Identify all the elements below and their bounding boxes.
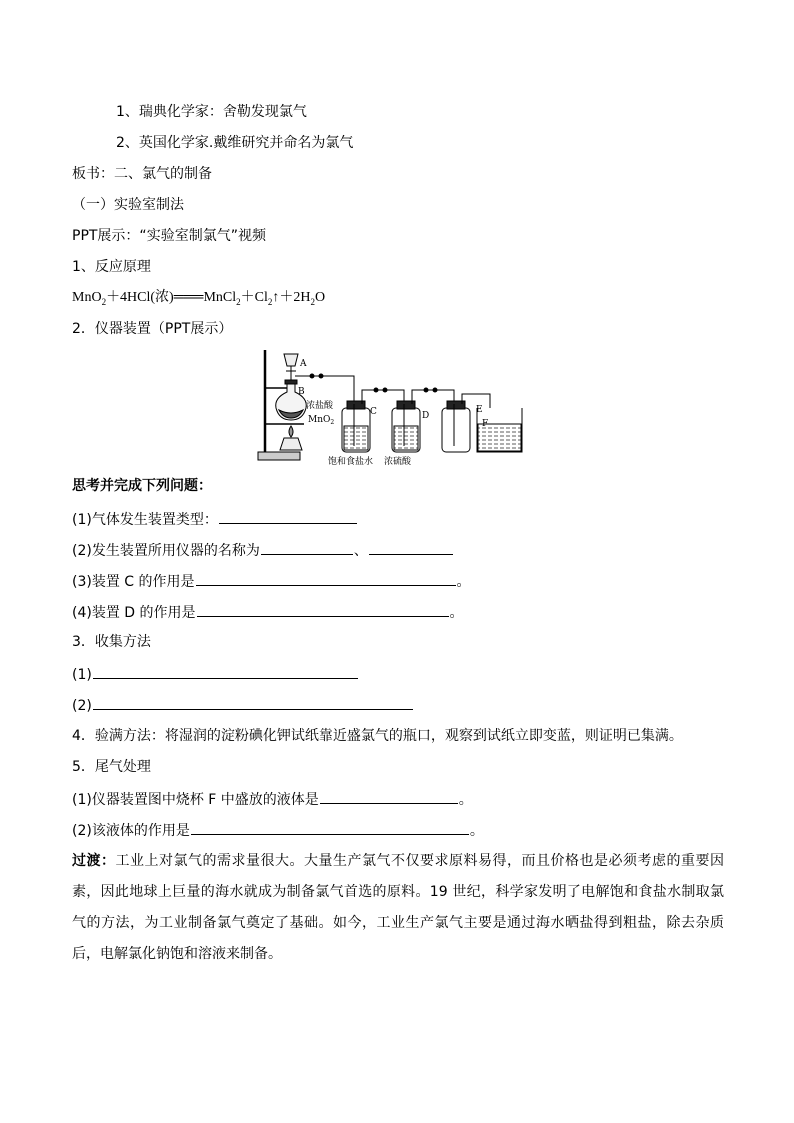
think-heading: 思考并完成下列问题： <box>72 478 212 494</box>
answer-blank-7[interactable] <box>320 788 458 804</box>
history-item-1: 1、瑞典化学家：舍勒发现氯气 <box>116 104 307 120</box>
transition-text: 工业上对氯气的需求量很大。大量生产氯气不仅要求原料易得，而且价格也是必须考虑的重要因素，因此地球上巨量的海水就成为制备氯气首选的原料。19 世纪，科学家发明了电解饱和食盐水制取氯气的方法，为工业制备氯气奠定了基础。如今，工业生产氯气主要是通过海水晒盐得到粗盐，除去杂质后，电解氯化钠饱和溶液来制备。 <box>72 853 724 962</box>
answer-blank-3[interactable] <box>196 570 456 586</box>
section-lab-method: （一）实验室制法 <box>72 197 184 213</box>
collection-heading: 3．收集方法 <box>72 634 151 650</box>
label-brine: 饱和食盐水 <box>328 457 374 466</box>
test-full-method: 4．验满方法：将湿润的淀粉碘化钾试纸靠近盛氯气的瓶口，观察到试纸立即变蓝，则证明已集满。 <box>72 728 683 744</box>
label-hcl: 浓盐酸 <box>306 401 334 411</box>
question-2: (2)发生装置所用仪器的名称为 、 <box>72 539 454 561</box>
label-e: E <box>476 405 483 415</box>
answer-blank-5[interactable] <box>93 663 358 679</box>
reaction-equation: MnO$_2$＋4HCl(浓)$═══MnCl_2+Cl_2↑+2H_2O$ <box>72 290 326 307</box>
apparatus-diagram <box>254 346 532 466</box>
answer-blank-1[interactable] <box>219 508 357 524</box>
ppt-video-note: PPT展示：“实验室制氯气”视频 <box>72 228 266 244</box>
label-c: C <box>370 407 377 417</box>
question-1: (1)气体发生装置类型： <box>72 508 358 530</box>
transition-label: 过渡： <box>72 853 116 869</box>
label-f: F <box>482 419 489 429</box>
label-b: B <box>298 387 305 397</box>
label-a: A <box>300 359 307 369</box>
collection-answer-1: (1) <box>72 663 359 685</box>
question-3: (3)装置 C 的作用是 。 <box>72 570 471 592</box>
answer-blank-8[interactable] <box>191 819 469 835</box>
answer-blank-6[interactable] <box>93 694 413 710</box>
collection-answer-2: (2) <box>72 694 414 716</box>
tail-gas-heading: 5．尾气处理 <box>72 759 151 775</box>
question-4: (4)装置 D 的作用是 。 <box>72 601 464 623</box>
label-mno2: MnO$_2$ <box>308 415 335 426</box>
collection-bottle-e <box>442 408 470 452</box>
blackboard-heading: 板书：二、氯气的制备 <box>72 166 212 182</box>
stand-base <box>258 452 300 460</box>
answer-blank-4[interactable] <box>197 601 449 617</box>
transition-paragraph <box>72 846 724 970</box>
tail-gas-question-1: (1)仪器装置图中烧杯 F 中盛放的液体是 。 <box>72 788 473 810</box>
apparatus-heading: 2．仪器装置（PPT展示） <box>72 321 233 337</box>
reaction-heading: 1、反应原理 <box>72 259 151 275</box>
alcohol-lamp <box>280 438 302 450</box>
answer-blank-2b[interactable] <box>369 539 453 555</box>
history-item-2: 2、英国化学家.戴维研究并命名为氯气 <box>116 135 354 151</box>
label-h2so4: 浓硫酸 <box>384 457 412 466</box>
label-d: D <box>422 411 430 421</box>
tail-gas-question-2: (2)该液体的作用是 。 <box>72 819 484 841</box>
separatory-funnel <box>284 354 298 366</box>
answer-blank-2a[interactable] <box>261 539 353 555</box>
